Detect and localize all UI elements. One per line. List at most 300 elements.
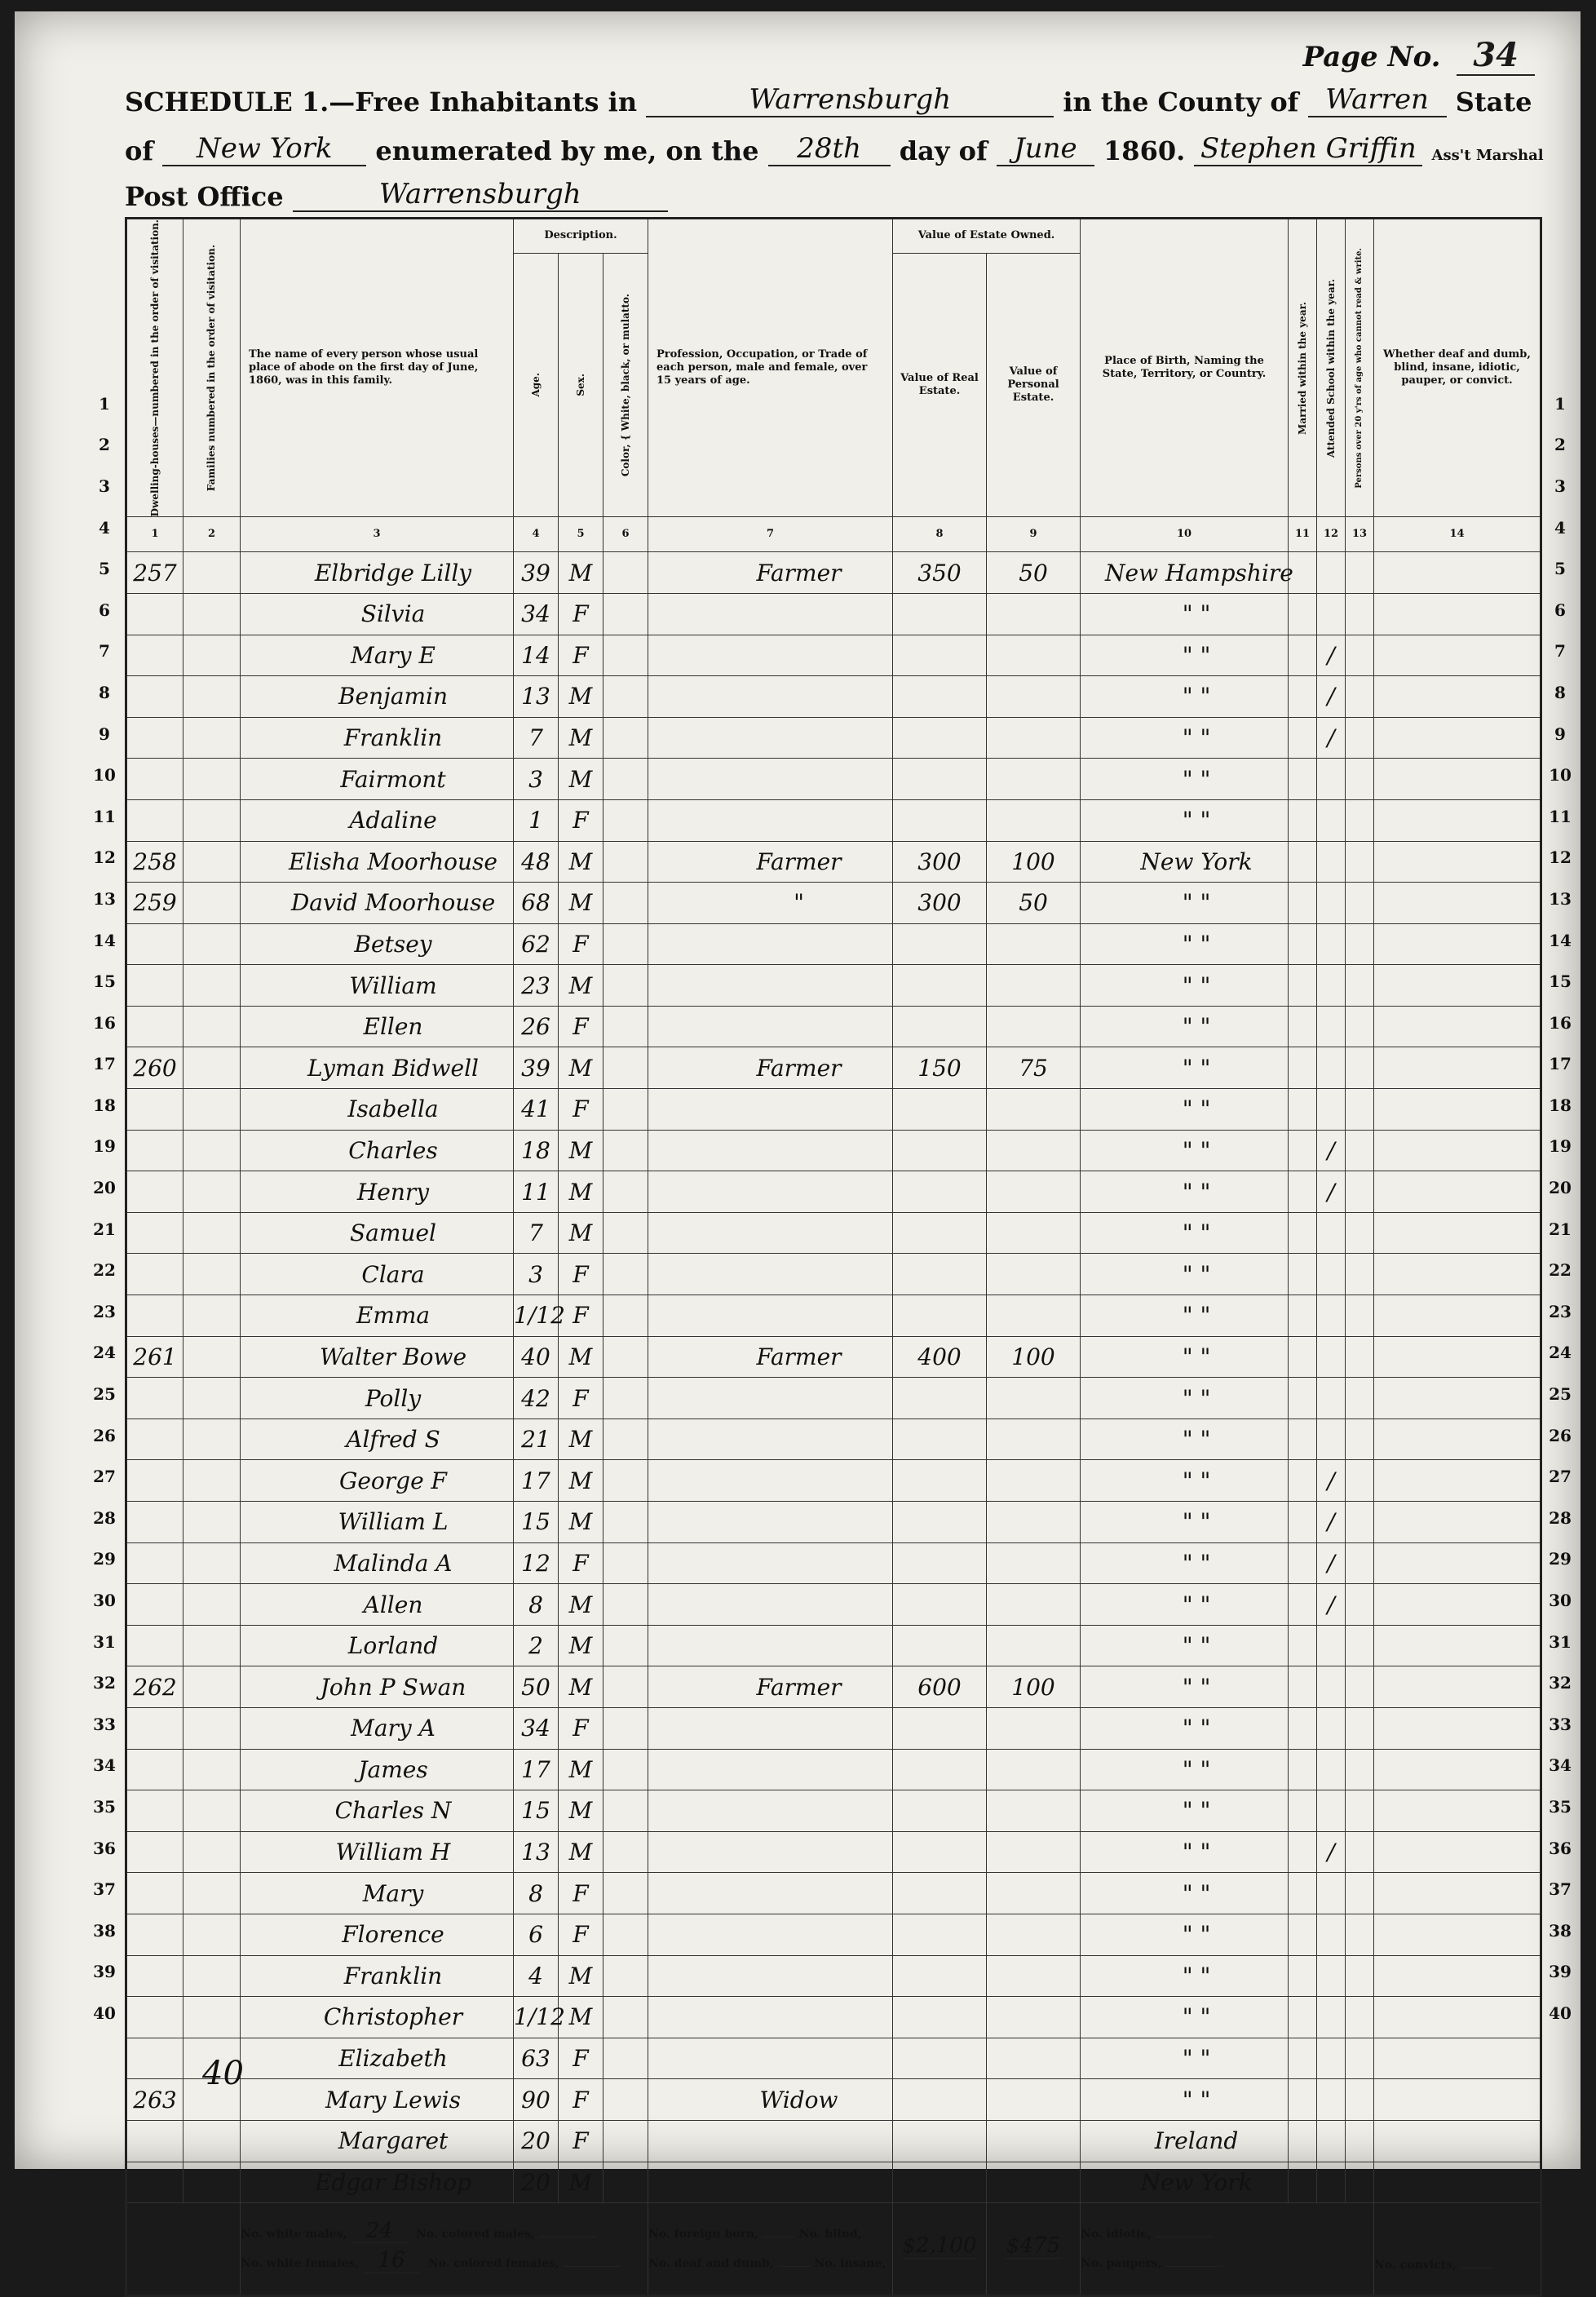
line-number-right: 14 (1549, 930, 1572, 950)
occupation-cell (648, 2120, 893, 2162)
table-row (126, 1955, 1541, 1997)
married-cell (1289, 1502, 1317, 1543)
dwelling-number-cell (126, 1873, 183, 1914)
family-number-cell (183, 1212, 241, 1254)
footer-counts-3: No. idiotic, No. paupers, (1081, 2203, 1374, 2296)
col-header-6: Color, { White, black, or mulatto. (603, 254, 648, 517)
sex-cell: F (559, 1006, 603, 1047)
illiterate-cell (1346, 676, 1374, 718)
family-number-cell (183, 1790, 241, 1832)
year-label: 1860. (1103, 135, 1186, 166)
sex-cell: M (559, 841, 603, 883)
col-header-1: Dwelling-houses—numbered in the order of visitation. (126, 219, 183, 517)
line-number-right: 40 (1549, 2003, 1572, 2023)
real-estate-cell (893, 1171, 987, 1213)
table-row (126, 593, 1541, 635)
personal-estate-cell (987, 1584, 1081, 1626)
dwelling-number-cell: 258 (126, 841, 183, 883)
condition-cell (1374, 717, 1541, 759)
color-cell (603, 552, 648, 594)
col-header-2: Families numbered in the order of visitation. (183, 219, 241, 517)
personal-estate-cell (987, 1460, 1081, 1502)
table-row (126, 1130, 1541, 1171)
family-number-cell (183, 923, 241, 965)
name-cell: Mary (241, 1873, 514, 1914)
real-estate-cell (893, 1418, 987, 1460)
color-cell (603, 965, 648, 1007)
county-field: Warren (1308, 83, 1447, 117)
condition-cell (1374, 1666, 1541, 1708)
illiterate-cell (1346, 1418, 1374, 1460)
personal-estate-cell (987, 1873, 1081, 1914)
line-number-right: 12 (1549, 848, 1572, 868)
name-cell: Malinda A (241, 1542, 514, 1584)
occupation-cell (648, 1130, 893, 1171)
condition-cell (1374, 1130, 1541, 1171)
birthplace-cell: " " (1081, 1831, 1289, 1873)
line-number-right: 28 (1549, 1507, 1572, 1528)
line-number-left: 3 (99, 476, 110, 496)
line-number-left: 16 (93, 1012, 116, 1033)
married-cell (1289, 1790, 1317, 1832)
table-row (126, 965, 1541, 1007)
birthplace-cell: " " (1081, 1502, 1289, 1543)
sex-cell: M (559, 965, 603, 1007)
line-number-right: 1 (1554, 393, 1566, 414)
birthplace-cell: " " (1081, 1336, 1289, 1378)
table-row (126, 1831, 1541, 1873)
occupation-cell (648, 1171, 893, 1213)
line-number-left: 10 (93, 765, 116, 786)
age-cell: 34 (514, 1707, 559, 1749)
occupation-cell (648, 1212, 893, 1254)
age-cell: 12 (514, 1542, 559, 1584)
married-cell (1289, 593, 1317, 635)
dwelling-number-cell: 257 (126, 552, 183, 594)
school-cell (1317, 1254, 1346, 1295)
table-row (126, 1749, 1541, 1790)
dwelling-number-cell (126, 1254, 183, 1295)
table-row (126, 1378, 1541, 1419)
col-num: 11 (1289, 517, 1317, 552)
col-header-estate: Value of Estate Owned. (893, 219, 1081, 254)
line-number-right: 5 (1554, 559, 1566, 579)
illiterate-cell (1346, 2120, 1374, 2162)
sex-cell: M (559, 1625, 603, 1666)
family-number-cell (183, 883, 241, 924)
name-cell: William (241, 965, 514, 1007)
family-number-cell (183, 676, 241, 718)
age-cell: 8 (514, 1584, 559, 1626)
line-number-right: 23 (1549, 1301, 1572, 1321)
birthplace-cell: " " (1081, 1749, 1289, 1790)
married-cell (1289, 1873, 1317, 1914)
age-cell: 13 (514, 676, 559, 718)
color-cell (603, 1914, 648, 1955)
footer-convicts: No. convicts, (1374, 2203, 1541, 2296)
name-cell: Elisha Moorhouse (241, 841, 514, 883)
personal-estate-cell (987, 1831, 1081, 1873)
sex-cell: M (559, 1790, 603, 1832)
birthplace-cell: " " (1081, 1295, 1289, 1337)
real-estate-cell: 400 (893, 1336, 987, 1378)
line-number-left: 36 (93, 1838, 116, 1858)
family-number-cell (183, 1584, 241, 1626)
married-cell (1289, 1418, 1317, 1460)
census-page (15, 11, 1581, 2273)
illiterate-cell (1346, 1089, 1374, 1131)
occupation-cell (648, 1831, 893, 1873)
dwelling-number-cell (126, 1418, 183, 1460)
school-cell (1317, 1749, 1346, 1790)
family-number-cell (183, 1089, 241, 1131)
color-cell (603, 1625, 648, 1666)
married-cell (1289, 635, 1317, 676)
personal-estate-cell (987, 1955, 1081, 1997)
dwelling-number-cell (126, 1378, 183, 1419)
line-number-right: 4 (1554, 517, 1566, 538)
name-cell: Ellen (241, 1006, 514, 1047)
condition-cell (1374, 635, 1541, 676)
table-row (126, 1584, 1541, 1626)
table-row (126, 1006, 1541, 1047)
name-cell: Franklin (241, 717, 514, 759)
real-estate-cell: 300 (893, 883, 987, 924)
col-num: 14 (1374, 517, 1541, 552)
line-number-right: 10 (1549, 765, 1572, 786)
table-row (126, 1625, 1541, 1666)
school-cell: / (1317, 1584, 1346, 1626)
day-of-label: day of (899, 135, 988, 166)
illiterate-cell (1346, 593, 1374, 635)
real-estate-cell (893, 965, 987, 1007)
sex-cell: M (559, 1831, 603, 1873)
line-number-right: 22 (1549, 1260, 1572, 1281)
condition-cell (1374, 1171, 1541, 1213)
condition-cell (1374, 1955, 1541, 1997)
illiterate-cell (1346, 1625, 1374, 1666)
color-cell (603, 1336, 648, 1378)
illiterate-cell (1346, 1171, 1374, 1213)
line-number-left: 17 (93, 1054, 116, 1074)
age-cell: 40 (514, 1336, 559, 1378)
school-cell (1317, 2079, 1346, 2121)
page-number (1303, 36, 1535, 74)
family-number-cell (183, 1997, 241, 2038)
line-number-right: 3 (1554, 476, 1566, 496)
footer-counts-1: No. white males, 24 No. colored males, No. white females, 16 No. colored females, (241, 2203, 648, 2296)
personal-estate-cell (987, 676, 1081, 718)
age-cell: 7 (514, 1212, 559, 1254)
sex-cell: F (559, 1089, 603, 1131)
table-row (126, 1873, 1541, 1914)
color-cell (603, 1418, 648, 1460)
personal-estate-cell (987, 1171, 1081, 1213)
illiterate-cell (1346, 1584, 1374, 1626)
age-cell: 34 (514, 593, 559, 635)
table-row (126, 1089, 1541, 1131)
occupation-cell: Farmer (648, 1336, 893, 1378)
birthplace-cell: " " (1081, 1212, 1289, 1254)
illiterate-cell (1346, 2038, 1374, 2079)
color-cell (603, 1666, 648, 1708)
school-cell (1317, 1336, 1346, 1378)
family-number-cell (183, 1295, 241, 1337)
occupation-cell (648, 717, 893, 759)
table-row (126, 1502, 1541, 1543)
color-cell (603, 1873, 648, 1914)
color-cell (603, 1089, 648, 1131)
real-estate-cell (893, 1584, 987, 1626)
married-cell (1289, 1831, 1317, 1873)
occupation-cell (648, 1707, 893, 1749)
name-cell: Henry (241, 1171, 514, 1213)
color-cell (603, 841, 648, 883)
birthplace-cell: New Hampshire (1081, 552, 1289, 594)
birthplace-cell: " " (1081, 1542, 1289, 1584)
col-header-5: Sex. (559, 254, 603, 517)
col-num: 13 (1346, 517, 1374, 552)
birthplace-cell: " " (1081, 1666, 1289, 1708)
school-cell (1317, 2162, 1346, 2203)
col-num: 5 (559, 517, 603, 552)
school-cell (1317, 2120, 1346, 2162)
occupation-cell (648, 1295, 893, 1337)
col-num: 3 (241, 517, 514, 552)
school-cell (1317, 1378, 1346, 1419)
real-estate-cell (893, 1831, 987, 1873)
age-cell: 1 (514, 799, 559, 841)
condition-cell (1374, 1914, 1541, 1955)
name-cell: Florence (241, 1914, 514, 1955)
birthplace-cell: " " (1081, 1873, 1289, 1914)
married-cell (1289, 717, 1317, 759)
age-cell: 17 (514, 1460, 559, 1502)
name-cell: Charles (241, 1130, 514, 1171)
state-label: State (1455, 86, 1532, 117)
table-row (126, 883, 1541, 924)
color-cell (603, 1831, 648, 1873)
school-cell (1317, 1790, 1346, 1832)
dwelling-number-cell (126, 1542, 183, 1584)
age-cell: 48 (514, 841, 559, 883)
birthplace-cell: " " (1081, 2079, 1289, 2121)
dwelling-number-cell (126, 1089, 183, 1131)
color-cell (603, 1171, 648, 1213)
occupation-cell (648, 1790, 893, 1832)
line-number-right: 11 (1549, 806, 1572, 826)
illiterate-cell (1346, 1873, 1374, 1914)
occupation-cell: Farmer (648, 841, 893, 883)
birthplace-cell: " " (1081, 1418, 1289, 1460)
header-line-2 (125, 132, 1544, 166)
married-cell (1289, 1625, 1317, 1666)
line-number-right: 18 (1549, 1095, 1572, 1115)
line-number-right: 37 (1549, 1879, 1572, 1900)
name-cell: Lyman Bidwell (241, 1047, 514, 1089)
personal-estate-cell (987, 1130, 1081, 1171)
table-row (126, 676, 1541, 718)
real-estate-cell (893, 1749, 987, 1790)
condition-cell (1374, 1790, 1541, 1832)
age-cell: 3 (514, 759, 559, 800)
occupation-cell (648, 1089, 893, 1131)
age-cell: 15 (514, 1502, 559, 1543)
family-number-cell (183, 1130, 241, 1171)
dwelling-number-cell (126, 1460, 183, 1502)
married-cell (1289, 1914, 1317, 1955)
occupation-cell: " (648, 883, 893, 924)
age-cell: 15 (514, 1790, 559, 1832)
personal-estate-cell: 100 (987, 1666, 1081, 1708)
family-number-cell (183, 1625, 241, 1666)
occupation-cell: Widow (648, 2079, 893, 2121)
birthplace-cell: " " (1081, 2038, 1289, 2079)
footer-personal-total: $475 (987, 2203, 1081, 2296)
personal-estate-cell (987, 1295, 1081, 1337)
line-number-right: 17 (1549, 1054, 1572, 1074)
sex-cell: M (559, 1502, 603, 1543)
family-number-cell (183, 593, 241, 635)
col-header-8: Value of Real Estate. (893, 254, 987, 517)
family-number-cell (183, 1955, 241, 1997)
real-estate-cell: 600 (893, 1666, 987, 1708)
personal-estate-cell: 50 (987, 552, 1081, 594)
real-estate-cell (893, 1089, 987, 1131)
name-cell: Elizabeth (241, 2038, 514, 2079)
school-cell: / (1317, 1460, 1346, 1502)
condition-cell (1374, 923, 1541, 965)
line-number-left: 14 (93, 930, 116, 950)
occupation-cell: Farmer (648, 552, 893, 594)
family-number-cell (183, 635, 241, 676)
color-cell (603, 799, 648, 841)
age-cell: 2 (514, 1625, 559, 1666)
real-estate-cell: 150 (893, 1047, 987, 1089)
school-cell (1317, 1914, 1346, 1955)
real-estate-cell (893, 1460, 987, 1502)
personal-estate-cell (987, 799, 1081, 841)
sex-cell: M (559, 1749, 603, 1790)
sex-cell: F (559, 799, 603, 841)
line-number-right: 16 (1549, 1012, 1572, 1033)
color-cell (603, 1378, 648, 1419)
school-cell (1317, 1089, 1346, 1131)
dwelling-number-cell (126, 1790, 183, 1832)
condition-cell (1374, 1625, 1541, 1666)
real-estate-cell (893, 1542, 987, 1584)
illiterate-cell (1346, 2079, 1374, 2121)
sex-cell: M (559, 1997, 603, 2038)
age-cell: 39 (514, 1047, 559, 1089)
color-cell (603, 1295, 648, 1337)
color-cell (603, 1006, 648, 1047)
line-number-left: 24 (93, 1343, 116, 1363)
name-cell: Silvia (241, 593, 514, 635)
occupation-cell (648, 1502, 893, 1543)
occupation-cell (648, 1873, 893, 1914)
personal-estate-cell: 75 (987, 1047, 1081, 1089)
illiterate-cell (1346, 1006, 1374, 1047)
occupation-cell (648, 1006, 893, 1047)
personal-estate-cell (987, 1707, 1081, 1749)
occupation-cell (648, 676, 893, 718)
married-cell (1289, 841, 1317, 883)
sex-cell: M (559, 759, 603, 800)
age-cell: 21 (514, 1418, 559, 1460)
table-row (126, 2079, 1541, 2121)
post-office-label: Post Office (125, 181, 284, 212)
birthplace-cell: New York (1081, 2162, 1289, 2203)
line-number-left: 29 (93, 1549, 116, 1569)
line-number-right: 7 (1554, 641, 1566, 662)
color-cell (603, 759, 648, 800)
line-number-left: 2 (99, 435, 110, 455)
dwelling-number-cell: 262 (126, 1666, 183, 1708)
personal-estate-cell (987, 635, 1081, 676)
personal-estate-cell (987, 1006, 1081, 1047)
birthplace-cell: " " (1081, 1130, 1289, 1171)
birthplace-cell: " " (1081, 1378, 1289, 1419)
age-cell: 1/12 (514, 1997, 559, 2038)
color-cell (603, 923, 648, 965)
col-num: 7 (648, 517, 893, 552)
age-cell: 17 (514, 1749, 559, 1790)
line-number-right: 32 (1549, 1673, 1572, 1693)
illiterate-cell (1346, 1955, 1374, 1997)
family-number-cell (183, 1418, 241, 1460)
color-cell (603, 717, 648, 759)
dwelling-number-cell (126, 2038, 183, 2079)
dwelling-number-cell (126, 1006, 183, 1047)
family-number-cell (183, 841, 241, 883)
sex-cell: F (559, 2079, 603, 2121)
table-row (126, 635, 1541, 676)
sex-cell: F (559, 1914, 603, 1955)
age-cell: 18 (514, 1130, 559, 1171)
color-cell (603, 1460, 648, 1502)
family-number-cell (183, 1006, 241, 1047)
married-cell (1289, 1584, 1317, 1626)
dwelling-number-cell (126, 1997, 183, 2038)
married-cell (1289, 1460, 1317, 1502)
illiterate-cell (1346, 1336, 1374, 1378)
age-cell: 68 (514, 883, 559, 924)
real-estate-cell (893, 799, 987, 841)
real-estate-cell (893, 1707, 987, 1749)
condition-cell (1374, 1542, 1541, 1584)
sex-cell: M (559, 883, 603, 924)
birthplace-cell: New York (1081, 841, 1289, 883)
sex-cell: F (559, 1295, 603, 1337)
occupation-cell (648, 799, 893, 841)
name-cell: William L (241, 1502, 514, 1543)
footer-counts-2: No. foreign born, No. blind, No. deaf and dumb, No. insane, (648, 2203, 893, 2296)
sex-cell: M (559, 1047, 603, 1089)
occupation-cell (648, 1914, 893, 1955)
age-cell: 26 (514, 1006, 559, 1047)
age-cell: 1/12 (514, 1295, 559, 1337)
birthplace-cell: " " (1081, 1707, 1289, 1749)
line-number-left: 22 (93, 1260, 116, 1281)
condition-cell (1374, 1707, 1541, 1749)
illiterate-cell (1346, 1997, 1374, 2038)
family-number-cell (183, 965, 241, 1007)
dwelling-number-cell (126, 1749, 183, 1790)
line-number-left: 33 (93, 1714, 116, 1734)
footer-totals (126, 2203, 1541, 2296)
condition-cell (1374, 676, 1541, 718)
